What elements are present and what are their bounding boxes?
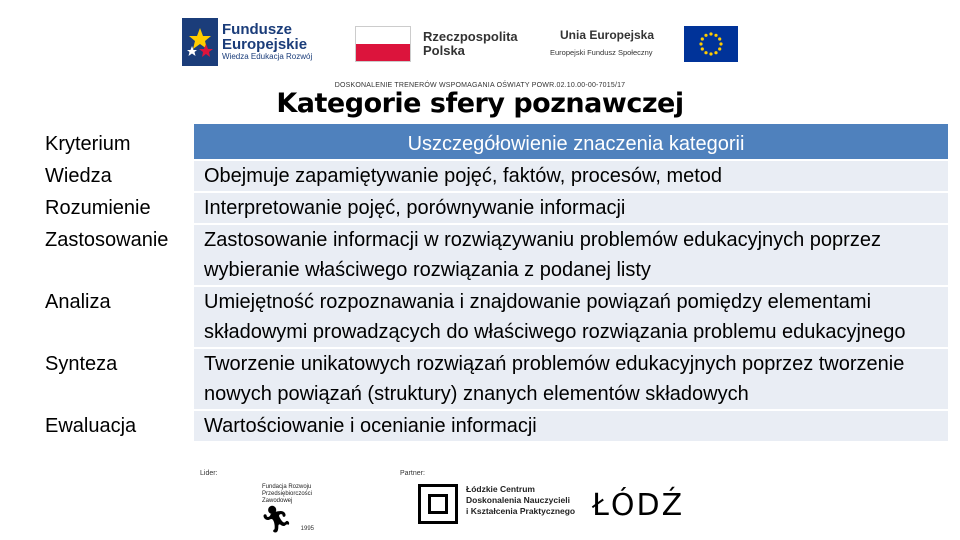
rp-line1: Rzeczpospolita (423, 29, 518, 44)
row-label-analiza: Analiza (40, 287, 192, 349)
partner-label: Partner: (400, 470, 425, 477)
unia-europejska-logo (550, 14, 750, 74)
ue-line1: Unia Europejska (560, 28, 655, 42)
page-title: Kategorie sfery poznawczej (276, 88, 684, 119)
lider-label: Lider: (200, 470, 218, 477)
column-header-criterion: Kryterium (40, 124, 192, 161)
row-desc-synteza: Tworzenie unikatowych rozwiązań problemów edukacyjnych poprzez tworzenie nowych powiązań (struktury) znanych elementów składowych (192, 349, 948, 411)
fundusze-europejskie-logo (180, 14, 330, 74)
ue-line2: Europejski Fundusz Społeczny (550, 48, 653, 57)
fundusze-line2: Europejskie (222, 36, 308, 53)
row-label-zastosowanie: Zastosowanie (40, 225, 192, 287)
fundusze-sub: Wiedza Edukacja Rozwój (222, 52, 313, 61)
eu-flag-icon (684, 26, 738, 62)
ldz-line1: Łódzkie Centrum (466, 484, 535, 494)
ldz-square-icon (418, 484, 458, 524)
fundusze-line1: Fundusze (222, 21, 292, 38)
row-label-rozumienie: Rozumienie (40, 193, 192, 225)
categories-table (40, 124, 948, 443)
row-label-wiedza: Wiedza (40, 161, 192, 193)
rzeczpospolita-logo (355, 14, 545, 74)
row-desc-zastosowanie: Zastosowanie informacji w rozwiązywaniu problemów edukacyjnych poprzez wybieranie właściwego rozwiązania z podanej listy (192, 225, 948, 287)
ldz-line3: i Kształcenia Praktycznego (466, 506, 576, 516)
row-label-ewaluacja: Ewaluacja (40, 411, 192, 443)
fpz-text: Fundacja Rozwoju Przedsiębiorczości Zawodowej (262, 484, 313, 504)
fpz-logo (258, 478, 320, 536)
column-header-description: Uszczegółowienie znaczenia kategorii (192, 124, 948, 161)
project-code-header: DOSKONALENIE TRENERÓW WSPOMAGANIA OŚWIATY POWR.02.10.00-00-7015/17 (334, 82, 626, 89)
polish-flag-icon (355, 26, 411, 62)
row-desc-ewaluacja: Wartościowanie i ocenianie informacji (192, 411, 948, 443)
row-desc-analiza: Umiejętność rozpoznawania i znajdowanie powiązań pomiędzy elementami składowymi prowadzących do właściwego rozwiązania problemu edukacyjnego (192, 287, 948, 349)
runner-icon: 🏃︎ (260, 504, 294, 534)
row-desc-rozumienie: Interpretowanie pojęć, porównywanie informacji (192, 193, 948, 225)
ldz-line2: Doskonalenia Nauczycieli (466, 495, 570, 505)
lodz-city-logo: ŁÓDŹ (592, 488, 685, 523)
partner-logos (0, 468, 960, 540)
fpz-year: 1995 (300, 526, 314, 532)
row-desc-wiedza: Obejmuje zapamiętywanie pojęć, faktów, procesów, metod (192, 161, 948, 193)
rp-line2: Polska (423, 43, 465, 58)
fundusze-stars-icon (182, 18, 218, 66)
row-label-synteza: Synteza (40, 349, 192, 411)
top-logo-bar (180, 14, 750, 74)
